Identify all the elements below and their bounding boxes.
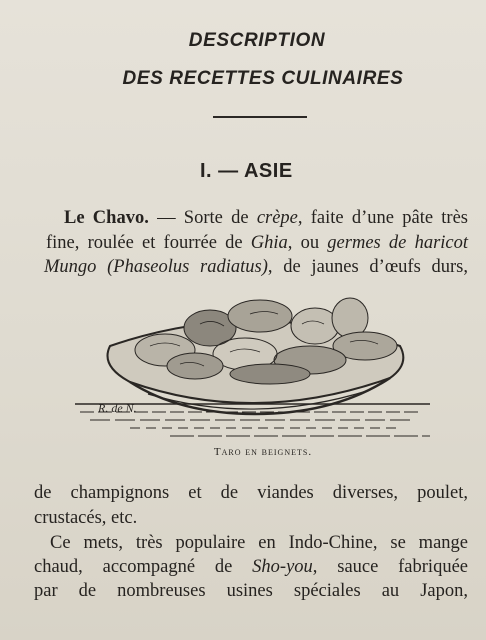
- page-heading-description: DESCRIPTION: [188, 30, 326, 51]
- paragraph-line: [34, 556, 468, 578]
- text-run: , sauce fabriquée: [312, 557, 468, 577]
- text-run: chaud, accompagné de: [34, 557, 253, 577]
- illustrator-signature: R. de N.: [98, 401, 137, 415]
- paragraph-line: [44, 256, 468, 278]
- paragraph-line: Ce mets, très populaire en Indo-Chine, se mange: [50, 533, 468, 553]
- text-run: fine, roulée et fourrée de: [46, 233, 251, 253]
- italic-term: Sho-you: [252, 557, 313, 577]
- page-heading-recettes: DES RECETTES CULINAIRES: [122, 68, 404, 89]
- text-run: , ou: [287, 233, 328, 253]
- heading-divider: [213, 116, 307, 118]
- paragraph-line: par de nombreuses usines spéciales au Japon,: [34, 581, 468, 601]
- paragraph-line: crustacés, etc.: [34, 508, 138, 528]
- italic-term: crèpe: [256, 208, 298, 228]
- italic-term: Ghia: [250, 233, 288, 253]
- taro-fritters-illustration: [70, 286, 440, 446]
- italic-term: germes de haricot: [327, 233, 469, 253]
- italic-term: Mungo (Phaseolus radiatus): [44, 257, 268, 277]
- section-title: I. — ASIE: [200, 160, 293, 182]
- text-run: , de jaunes d’œufs durs,: [267, 257, 468, 277]
- figure-caption: Taro en beignets.: [213, 446, 313, 458]
- paragraph-line: [46, 232, 468, 254]
- dish-name: Le Chavo.: [64, 208, 149, 228]
- text-run: — Sorte de: [148, 208, 257, 228]
- text-run: , faite d’une pâte très: [297, 208, 469, 228]
- paragraph-line: de champignons et de viandes diverses, poulet,: [34, 483, 468, 503]
- paragraph-line: [64, 207, 468, 229]
